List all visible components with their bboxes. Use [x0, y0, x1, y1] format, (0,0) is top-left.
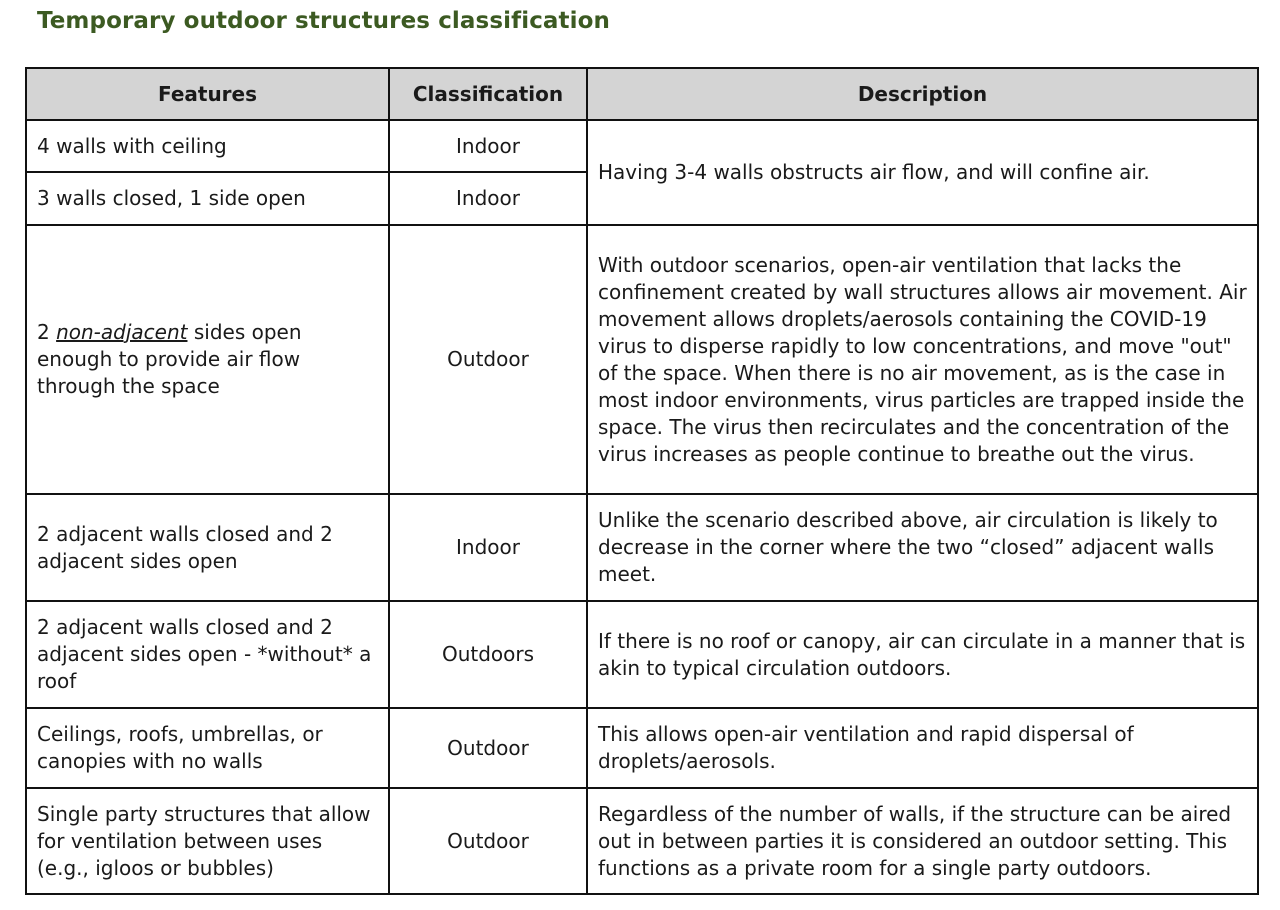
description-cell: If there is no roof or canopy, air can circulate in a manner that is akin to typical circulation outdoors.: [587, 601, 1258, 708]
classification-cell: Indoor: [389, 120, 587, 172]
classification-table: [25, 67, 1259, 895]
feature-cell: Ceilings, roofs, umbrellas, or canopies with no walls: [26, 708, 389, 788]
table-row: [26, 601, 1258, 708]
description-cell: Regardless of the number of walls, if the structure can be aired out in between parties it is considered an outdoor setting. This functions as a private room for a single party outdoors.: [587, 788, 1258, 894]
table-row: [26, 494, 1258, 601]
classification-cell: Outdoors: [389, 601, 587, 708]
classification-cell: Outdoor: [389, 225, 587, 494]
column-header-features: Features: [26, 68, 389, 120]
classification-cell: Outdoor: [389, 708, 587, 788]
feature-cell: 3 walls closed, 1 side open: [26, 172, 389, 225]
feature-text-emphasis: non-adjacent: [56, 320, 188, 344]
table-row: [26, 708, 1258, 788]
document-title: Temporary outdoor structures classification: [37, 8, 610, 34]
description-cell: Unlike the scenario described above, air circulation is likely to decrease in the corner where the two “closed” adjacent walls meet.: [587, 494, 1258, 601]
table-row: [26, 788, 1258, 894]
feature-cell: 2 adjacent walls closed and 2 adjacent sides open - *without* a roof: [26, 601, 389, 708]
classification-cell: Outdoor: [389, 788, 587, 894]
table-header-row: [26, 68, 1258, 120]
description-cell: Having 3-4 walls obstructs air flow, and will confine air.: [587, 120, 1258, 225]
classification-cell: Indoor: [389, 494, 587, 601]
feature-cell: 2 adjacent walls closed and 2 adjacent sides open: [26, 494, 389, 601]
feature-text-prefix: 2: [37, 320, 57, 344]
table-row: [26, 120, 1258, 172]
feature-text-suffix: sides open enough to provide air flow through the space: [37, 320, 302, 398]
feature-cell: Single party structures that allow for ventilation between uses (e.g., igloos or bubbles): [26, 788, 389, 894]
column-header-classification: Classification: [389, 68, 587, 120]
table-row: [26, 225, 1258, 494]
classification-cell: Indoor: [389, 172, 587, 225]
description-cell: With outdoor scenarios, open-air ventilation that lacks the confinement created by wall structures allows air movement. Air movement allows droplets/aerosols containing the COVID-19 virus to disperse rapidly to low concentrations, and move "out" of the space. When there is no air movement, as is the case in most indoor environments, virus particles are trapped inside the space. The virus then recirculates and the concentration of the virus increases as people continue to breathe out the virus.: [587, 225, 1258, 494]
description-cell: This allows open-air ventilation and rapid dispersal of droplets/aerosols.: [587, 708, 1258, 788]
column-header-description: Description: [587, 68, 1258, 120]
feature-cell: 4 walls with ceiling: [26, 120, 389, 172]
feature-cell: [26, 225, 389, 494]
